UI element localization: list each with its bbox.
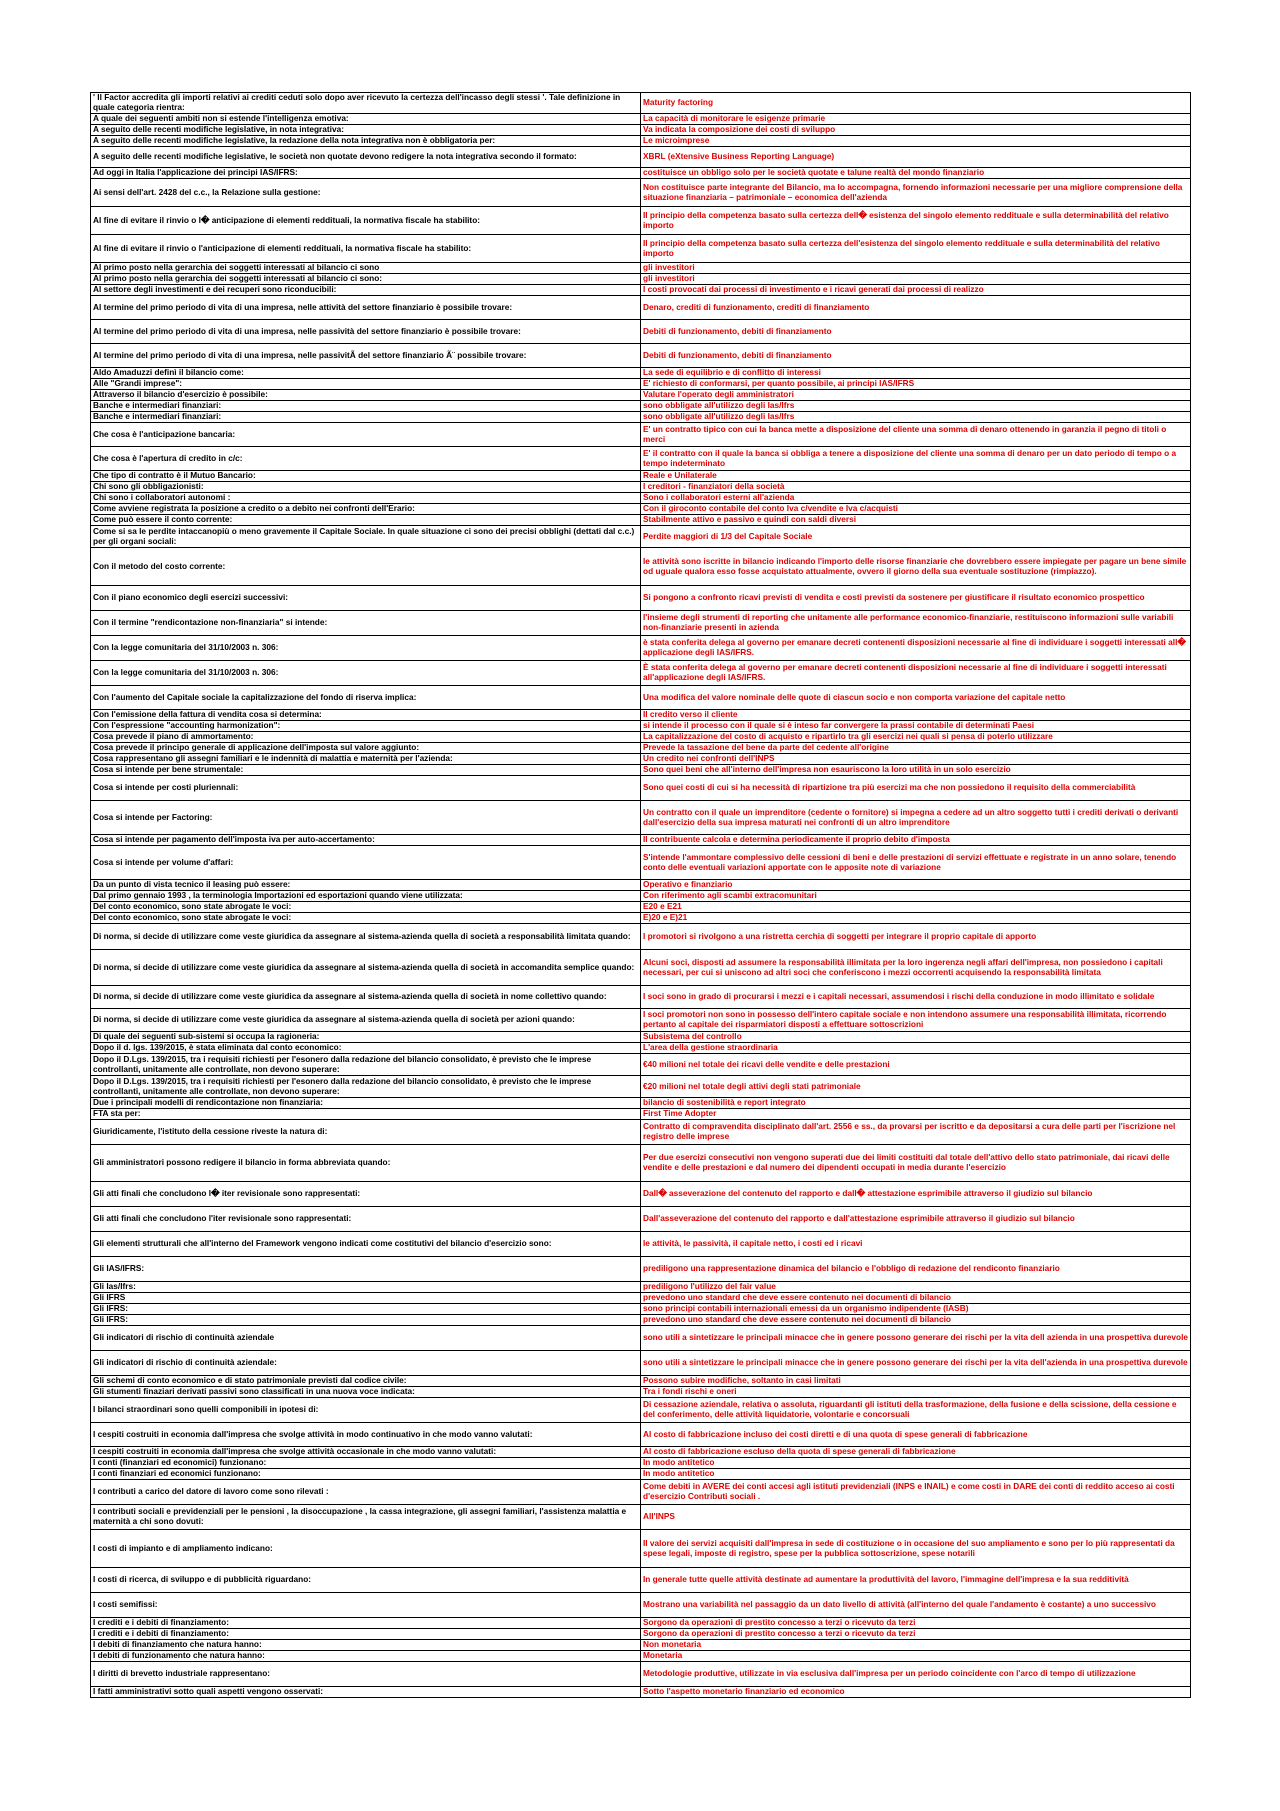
table-row bbox=[91, 179, 1191, 207]
table-row bbox=[91, 1257, 1191, 1282]
answer-cell: Possono subire modifiche, soltanto in casi limitati bbox=[641, 1376, 1191, 1387]
table-row bbox=[91, 168, 1191, 179]
answer-cell: Perdite maggiori di 1/3 del Capitale Sociale bbox=[641, 526, 1191, 548]
question-cell: Di norma, si decide di utilizzare come veste giuridica da assegnare al sistema-azienda quella di società a responsabilità limitata quando: bbox=[91, 924, 641, 950]
answer-cell: Come debiti in AVERE dei conti accesi agli istituti previdenziali (INPS e INAIL) e come costi in DARE dei conti di reddito acceso ai costi d'esercizio Contributi sociali . bbox=[641, 1480, 1191, 1505]
table-row bbox=[91, 482, 1191, 493]
table-row bbox=[91, 526, 1191, 548]
question-cell: Dal primo gennaio 1993 , la terminologia Importazioni ed esportazioni quando viene utilizzata: bbox=[91, 891, 641, 902]
question-cell: I cespiti costruiti in economia dall'impresa che svolge attività occasionale in che modo vanno valutati: bbox=[91, 1447, 641, 1458]
question-cell: Gli indicatori di rischio di continuità aziendale bbox=[91, 1326, 641, 1351]
answer-cell: Operativo e finanziario bbox=[641, 880, 1191, 891]
question-cell: Banche e intermediari finanziari: bbox=[91, 401, 641, 412]
answer-cell: Non costituisce parte integrante del Bilancio, ma lo accompagna, fornendo informazioni necessarie per una migliore comprensione della situazione finanziaria – patrimoniale – economica dell'azienda bbox=[641, 179, 1191, 207]
answer-cell: costituisce un obbligo solo per le società quotate e talune realtà del mondo finanziario bbox=[641, 168, 1191, 179]
answer-cell: Sotto l'aspetto monetario finanziario ed economico bbox=[641, 1687, 1191, 1698]
answer-cell: Mostrano una variabilità nel passaggio da un dato livello di attività (all'interno del quale l'andamento è costante) a uno successivo bbox=[641, 1593, 1191, 1618]
table-row bbox=[91, 1458, 1191, 1469]
question-cell: I debiti di funzionamento che natura hanno: bbox=[91, 1651, 641, 1662]
table-row bbox=[91, 379, 1191, 390]
question-cell: Al termine del primo periodo di vita di una impresa, nelle passivitÃ del settore finanziario Ã¨ possibile trovare: bbox=[91, 344, 641, 368]
answer-cell: Debiti di funzionamento, debiti di finanziamento bbox=[641, 344, 1191, 368]
question-cell: Come si sa le perdite intaccanopiù o meno gravemente il Capitale Sociale. In quale situazione ci sono dei precisi obblighi (dettati dal c.c.) per gli organi sociali: bbox=[91, 526, 641, 548]
answer-cell: E)20 e E)21 bbox=[641, 913, 1191, 924]
table-row bbox=[91, 471, 1191, 482]
question-cell: I costi di impianto e di ampliamento indicano: bbox=[91, 1530, 641, 1568]
table-row bbox=[91, 235, 1191, 263]
answer-cell: First Time Adopter bbox=[641, 1109, 1191, 1120]
answer-cell: Il valore dei servizi acquisiti dall'impresa in sede di costituzione o in occasione del suo ampliamento e sono per lo più rappresentati da spese legali, imposte di registro, spese per la pubblica sottoscrizione, spese notarili bbox=[641, 1530, 1191, 1568]
table-row bbox=[91, 1032, 1191, 1043]
table-row bbox=[91, 801, 1191, 835]
question-cell: Che cosa è l'apertura di credito in c/c: bbox=[91, 447, 641, 471]
question-cell: Di quale dei seguenti sub-sistemi si occupa la ragioneria: bbox=[91, 1032, 641, 1043]
table-row bbox=[91, 1207, 1191, 1232]
question-cell: A quale dei seguenti ambiti non si estende l'intelligenza emotiva: bbox=[91, 114, 641, 125]
answer-cell: L'area della gestione straordinaria bbox=[641, 1043, 1191, 1054]
table-row bbox=[91, 986, 1191, 1009]
question-cell: Gli amministratori possono redigere il bilancio in forma abbreviata quando: bbox=[91, 1145, 641, 1182]
answer-cell: I soci promotori non sono in possesso dell'intero capitale sociale e non intendono assumere una responsabilità illimitata, ricorrendo pertanto al capitale dei risparmiatori disposti a effettuare sottoscrizioni bbox=[641, 1009, 1191, 1032]
table-row bbox=[91, 732, 1191, 743]
table-row bbox=[91, 1182, 1191, 1207]
answer-cell: Prevede la tassazione del bene da parte del cedente all'origine bbox=[641, 743, 1191, 754]
answer-cell: prevedono uno standard che deve essere contenuto nei documenti di bilancio bbox=[641, 1315, 1191, 1326]
answer-cell: È stata conferita delega al governo per emanare decreti contenenti disposizioni necessarie al fine di individuare i soggetti interessati all'applicazione degli IAS/IFRS. bbox=[641, 661, 1191, 686]
answer-cell: sono obbligate all'utilizzo degli Ias/Ifrs bbox=[641, 412, 1191, 423]
answer-cell: Sorgono da operazioni di prestito concesso a terzi o ricevuto da terzi bbox=[641, 1618, 1191, 1629]
table-row bbox=[91, 285, 1191, 296]
answer-cell: Il principio della competenza basato sulla certezza dell� esistenza del singolo elemento reddituale e sulla determinabilità del relativo importo bbox=[641, 207, 1191, 235]
table-row bbox=[91, 493, 1191, 504]
question-cell: A seguito delle recenti modifiche legislative, in nota integrativa: bbox=[91, 125, 641, 136]
question-cell: Aldo Amaduzzi definì il bilancio come: bbox=[91, 368, 641, 379]
table-row bbox=[91, 1687, 1191, 1698]
question-cell: Con il piano economico degli esercizi successivi: bbox=[91, 586, 641, 611]
table-row bbox=[91, 1662, 1191, 1687]
question-cell: Con la legge comunitaria del 31/10/2003 n. 306: bbox=[91, 661, 641, 686]
question-cell: I diritti di brevetto industriale rappresentano: bbox=[91, 1662, 641, 1687]
table-row bbox=[91, 1351, 1191, 1376]
answer-cell: In generale tutte quelle attività destinate ad aumentare la produttività del lavoro, l'immagine dell'impresa e la sua redditività bbox=[641, 1568, 1191, 1593]
answer-cell: Metodologie produttive, utilizzate in via esclusiva dall'impresa per un periodo coincidente con l'arco di tempo di utilizzazione bbox=[641, 1662, 1191, 1687]
question-cell: FTA sta per: bbox=[91, 1109, 641, 1120]
table-row bbox=[91, 390, 1191, 401]
question-cell: A seguito delle recenti modifiche legislative, la redazione della nota integrativa non è obbligatoria per: bbox=[91, 136, 641, 147]
qa-table bbox=[90, 92, 1191, 1698]
answer-cell: Dall� asseverazione del contenuto del rapporto e dall� attestazione esprimibile attraverso il giudizio sul bilancio bbox=[641, 1182, 1191, 1207]
question-cell: I debiti di finanziamento che natura hanno: bbox=[91, 1640, 641, 1651]
question-cell: Gli atti finali che concludono l'iter revisionale sono rappresentati: bbox=[91, 1207, 641, 1232]
question-cell: Al termine del primo periodo di vita di una impresa, nelle passività del settore finanziario è possibile trovare: bbox=[91, 320, 641, 344]
question-cell: Cosa prevede il piano di ammortamento: bbox=[91, 732, 641, 743]
answer-cell: Una modifica del valore nominale delle quote di ciascun socio e non comporta variazione del capitale netto bbox=[641, 686, 1191, 710]
question-cell: Al primo posto nella gerarchia dei soggetti interessati al bilancio ci sono: bbox=[91, 274, 641, 285]
answer-cell: Le microimprese bbox=[641, 136, 1191, 147]
table-row bbox=[91, 1315, 1191, 1326]
table-row bbox=[91, 1593, 1191, 1618]
question-cell: Da un punto di vista tecnico il leasing può essere: bbox=[91, 880, 641, 891]
question-cell: Gli IFRS: bbox=[91, 1304, 641, 1315]
table-row bbox=[91, 1376, 1191, 1387]
table-row bbox=[91, 1640, 1191, 1651]
table-row bbox=[91, 1530, 1191, 1568]
question-cell: Gli IAS/IFRS: bbox=[91, 1257, 641, 1282]
table-row bbox=[91, 686, 1191, 710]
table-row bbox=[91, 636, 1191, 661]
table-row bbox=[91, 1304, 1191, 1315]
question-cell: I costi semifissi: bbox=[91, 1593, 641, 1618]
question-cell: Gli IFRS bbox=[91, 1293, 641, 1304]
answer-cell: E' il contratto con il quale la banca si obbliga a tenere a disposizione del cliente una somma di denaro per un dato periodo di tempo o a tempo indeterminato bbox=[641, 447, 1191, 471]
table-row bbox=[91, 1423, 1191, 1447]
table-row bbox=[91, 1398, 1191, 1423]
answer-cell: In modo antitetico bbox=[641, 1469, 1191, 1480]
answer-cell: si intende il processo con il quale si è inteso far convergere la prassi contabile di determinati Paesi bbox=[641, 721, 1191, 732]
question-cell: Attraverso il bilancio d'esercizio è possibile: bbox=[91, 390, 641, 401]
question-cell: Cosa si intende per bene strumentale: bbox=[91, 765, 641, 776]
answer-cell: Stabilmente attivo e passivo e quindi con saldi diversi bbox=[641, 515, 1191, 526]
question-cell: I contributi sociali e previdenziali per le pensioni , la disoccupazione , la cassa integrazione, gli assegni familiari, l'assistenza malattia e maternità a chi sono dovuti: bbox=[91, 1505, 641, 1530]
table-row bbox=[91, 950, 1191, 986]
question-cell: Con la legge comunitaria del 31/10/2003 n. 306: bbox=[91, 636, 641, 661]
answer-cell: le attività sono iscritte in bilancio indicando l'importo delle risorse finanziarie che dovrebbero essere impiegate per pagare un bene simile od uguale qualora esso fosse acquistato attualmente, ovvero il giorno della sua eventuale sostituzione (rimpiazzo). bbox=[641, 548, 1191, 586]
table-row bbox=[91, 710, 1191, 721]
table-row bbox=[91, 880, 1191, 891]
table-row bbox=[91, 776, 1191, 801]
table-row bbox=[91, 1076, 1191, 1098]
question-cell: Gli IFRS: bbox=[91, 1315, 641, 1326]
question-cell: Dopo il D.Lgs. 139/2015, tra i requisiti richiesti per l'esonero dalla redazione del bilancio consolidato, è previsto che le imprese controllanti, unitamente alle controllate, non devono superare: bbox=[91, 1054, 641, 1076]
answer-cell: Un contratto con il quale un imprenditore (cedente o fornitore) si impegna a cedere ad un altro soggetto tutti i crediti derivati o derivanti dall'esercizio della sua impresa maturati nei confronti di un altro imprenditore bbox=[641, 801, 1191, 835]
answer-cell: Monetaria bbox=[641, 1651, 1191, 1662]
table-row bbox=[91, 661, 1191, 686]
question-cell: I conti finanziari ed economici funzionano: bbox=[91, 1469, 641, 1480]
answer-cell: E' richiesto di conformarsi, per quanto possibile, ai principi IAS/IFRS bbox=[641, 379, 1191, 390]
table-row bbox=[91, 1568, 1191, 1593]
table-row bbox=[91, 1282, 1191, 1293]
question-cell: I fatti amministrativi sotto quali aspetti vengono osservati: bbox=[91, 1687, 641, 1698]
table-row bbox=[91, 1469, 1191, 1480]
answer-cell: Subsistema del controllo bbox=[641, 1032, 1191, 1043]
question-cell: I contributi a carico del datore di lavoro come sono rilevati : bbox=[91, 1480, 641, 1505]
table-row bbox=[91, 1505, 1191, 1530]
table-row bbox=[91, 1145, 1191, 1182]
question-cell: Al primo posto nella gerarchia dei soggetti interessati al bilancio ci sono bbox=[91, 263, 641, 274]
question-cell: Gli schemi di conto economico e di stato patrimoniale previsti dal codice civile: bbox=[91, 1376, 641, 1387]
answer-cell: Per due esercizi consecutivi non vengono superati due dei limiti costituiti dal totale dell'attivo dello stato patrimoniale, dai ricavi delle vendite e delle prestazioni e dal numero dei dipendenti occupati in media durante l'esercizio bbox=[641, 1145, 1191, 1182]
question-cell: Ad oggi in Italia l'applicazione dei principi IAS/IFRS: bbox=[91, 168, 641, 179]
answer-cell: prevedono uno standard che deve essere contenuto nei documenti di bilancio bbox=[641, 1293, 1191, 1304]
table-row bbox=[91, 1480, 1191, 1505]
question-cell: Con il metodo del costo corrente: bbox=[91, 548, 641, 586]
question-cell: Dopo il D.Lgs. 139/2015, tra i requisiti richiesti per l'esonero dalla redazione del bilancio consolidato, è previsto che le imprese controllanti, unitamente alle controllate, non devono superare: bbox=[91, 1076, 641, 1098]
table-row bbox=[91, 368, 1191, 379]
table-row bbox=[91, 136, 1191, 147]
table-row bbox=[91, 515, 1191, 526]
question-cell: Alle "Grandi imprese": bbox=[91, 379, 641, 390]
question-cell: Al termine del primo periodo di vita di una impresa, nelle attività del settore finanziario è possibile trovare: bbox=[91, 296, 641, 320]
answer-cell: le attività, le passività, il capitale netto, i costi ed i ricavi bbox=[641, 1232, 1191, 1257]
question-cell: Al fine di evitare il rinvio o l� anticipazione di elementi reddituali, la normativa fiscale ha stabilito: bbox=[91, 207, 641, 235]
table-row bbox=[91, 548, 1191, 586]
question-cell: Che tipo di contratto è il Mutuo Bancario: bbox=[91, 471, 641, 482]
table-row bbox=[91, 1054, 1191, 1076]
answer-cell: Dall'asseverazione del contenuto del rapporto e dall'attestazione esprimibile attraverso il giudizio sul bilancio bbox=[641, 1207, 1191, 1232]
table-row bbox=[91, 1120, 1191, 1145]
question-cell: I costi di ricerca, di sviluppo e di pubblicità riguardano: bbox=[91, 1568, 641, 1593]
answer-cell: Sono quei beni che all'interno dell'impresa non esauriscono la loro utilità in un solo esercizio bbox=[641, 765, 1191, 776]
answer-cell: Sono quei costi di cui si ha necessità di ripartizione tra più esercizi ma che non possiedono il requisito della commerciabilità bbox=[641, 776, 1191, 801]
qa-table-body bbox=[91, 93, 1191, 1698]
question-cell: Due i principali modelli di rendicontazione non finanziaria: bbox=[91, 1098, 641, 1109]
question-cell: Che cosa è l'anticipazione bancaria: bbox=[91, 423, 641, 447]
answer-cell: In modo antitetico bbox=[641, 1458, 1191, 1469]
table-row bbox=[91, 1232, 1191, 1257]
table-row bbox=[91, 1098, 1191, 1109]
table-row bbox=[91, 1109, 1191, 1120]
answer-cell: XBRL (eXtensive Business Reporting Language) bbox=[641, 147, 1191, 168]
answer-cell: bilancio di sostenibilità e report integrato bbox=[641, 1098, 1191, 1109]
answer-cell: Con riferimento agli scambi extracomunitari bbox=[641, 891, 1191, 902]
answer-cell: sono obbligate all'utilizzo degli Ias/Ifrs bbox=[641, 401, 1191, 412]
table-row bbox=[91, 207, 1191, 235]
answer-cell: prediligono una rappresentazione dinamica del bilancio e l'obbligo di redazione del rendiconto finanziario bbox=[641, 1257, 1191, 1282]
answer-cell: Il credito verso il cliente bbox=[641, 710, 1191, 721]
table-row bbox=[91, 504, 1191, 515]
answer-cell: Maturity factoring bbox=[641, 93, 1191, 114]
question-cell: Di norma, si decide di utilizzare come veste giuridica da assegnare al sistema-azienda quella di società in accomandita semplice quando: bbox=[91, 950, 641, 986]
answer-cell: gli investitori bbox=[641, 274, 1191, 285]
table-row bbox=[91, 1651, 1191, 1662]
question-cell: Gli stumenti finaziari derivati passivi sono classificati in una nuova voce indicata: bbox=[91, 1387, 641, 1398]
question-cell: Con l'espressione "accounting harmonization": bbox=[91, 721, 641, 732]
question-cell: Del conto economico, sono state abrogate le voci: bbox=[91, 902, 641, 913]
question-cell: I crediti e i debiti di finanziamento: bbox=[91, 1618, 641, 1629]
question-cell: I bilanci straordinari sono quelli componibili in ipotesi di: bbox=[91, 1398, 641, 1423]
answer-cell: €20 milioni nel totale degli attivi degli stati patrimoniale bbox=[641, 1076, 1191, 1098]
answer-cell: è stata conferita delega al governo per emanare decreti contenenti disposizioni necessarie al fine di individuare i soggetti interessati all� applicazione degli IAS/IFRS. bbox=[641, 636, 1191, 661]
table-row bbox=[91, 846, 1191, 880]
question-cell: I cespiti costruiti in economia dall'impresa che svolge attività in modo continuativo in che modo vanno valutati: bbox=[91, 1423, 641, 1447]
table-row bbox=[91, 423, 1191, 447]
table-row bbox=[91, 765, 1191, 776]
table-row bbox=[91, 586, 1191, 611]
table-row bbox=[91, 1326, 1191, 1351]
table-row bbox=[91, 924, 1191, 950]
answer-cell: Non monetaria bbox=[641, 1640, 1191, 1651]
table-row bbox=[91, 1629, 1191, 1640]
table-row bbox=[91, 913, 1191, 924]
table-row bbox=[91, 1293, 1191, 1304]
question-cell: Cosa si intende per costi pluriennali: bbox=[91, 776, 641, 801]
answer-cell: sono utili a sintetizzare le principali minacce che in genere possono generare dei rischi per la vita dell azienda in una prospettiva durevole bbox=[641, 1326, 1191, 1351]
table-row bbox=[91, 1447, 1191, 1458]
answer-cell: S'intende l'ammontare complessivo delle cessioni di beni e delle prestazioni di servizi effettuate e registrate in un anno solare, tenendo conto delle eventuali variazioni apportate con le apposite note di variazione bbox=[641, 846, 1191, 880]
table-row bbox=[91, 93, 1191, 114]
question-cell: Gli atti finali che concludono l� iter revisionale sono rappresentati: bbox=[91, 1182, 641, 1207]
answer-cell: I soci sono in grado di procurarsi i mezzi e i capitali necessari, assumendosi i rischi della conduzione in modo illimitato e solidale bbox=[641, 986, 1191, 1009]
question-cell: Con il termine "rendicontazione non-finanziaria" si intende: bbox=[91, 611, 641, 636]
table-row bbox=[91, 1009, 1191, 1032]
answer-cell: Al costo di fabbricazione escluso della quota di spese generali di fabbricazione bbox=[641, 1447, 1191, 1458]
answer-cell: Sono i collaboratori esterni all'azienda bbox=[641, 493, 1191, 504]
answer-cell: Un credito nei confronti dell'INPS bbox=[641, 754, 1191, 765]
answer-cell: I promotori si rivolgono a una ristretta cerchia di soggetti per integrare il proprio capitale di apporto bbox=[641, 924, 1191, 950]
answer-cell: Alcuni soci, disposti ad assumere la responsabilità illimitata per la loro ingerenza negli affari dell'impresa, non possiedono i capitali necessari, per cui si uniscono ad altri soci che conferiscono i mezzi occorrenti acquisendo la responsabilità limitata bbox=[641, 950, 1191, 986]
question-cell: Con l'aumento del Capitale sociale la capitalizzazione del fondo di riserva implica: bbox=[91, 686, 641, 710]
table-row bbox=[91, 611, 1191, 636]
answer-cell: Tra i fondi rischi e oneri bbox=[641, 1387, 1191, 1398]
question-cell: Cosa si intende per Factoring: bbox=[91, 801, 641, 835]
question-cell: Cosa si intende per volume d'affari: bbox=[91, 846, 641, 880]
question-cell: Chi sono gli obbligazionisti: bbox=[91, 482, 641, 493]
answer-cell: Il contribuente calcola e determina periodicamente il proprio debito d'imposta bbox=[641, 835, 1191, 846]
table-row bbox=[91, 1043, 1191, 1054]
table-row bbox=[91, 891, 1191, 902]
question-cell: Come può essere il conto corrente: bbox=[91, 515, 641, 526]
answer-cell: La capitalizzazione del costo di acquisto e ripartirlo tra gli esercizi nei quali si pensa di poterlo utilizzare bbox=[641, 732, 1191, 743]
answer-cell: Va indicata la composizione dei costi di sviluppo bbox=[641, 125, 1191, 136]
answer-cell: Con il giroconto contabile del conto Iva c/vendite e Iva c/acquisti bbox=[641, 504, 1191, 515]
question-cell: A seguito delle recenti modifiche legislative, le società non quotate devono redigere la nota integrativa secondo il formato: bbox=[91, 147, 641, 168]
question-cell: Ai sensi dell'art. 2428 del c.c., la Relazione sulla gestione: bbox=[91, 179, 641, 207]
answer-cell: La capacità di monitorare le esigenze primarie bbox=[641, 114, 1191, 125]
question-cell: Giuridicamente, l'istituto della cessione riveste la natura di: bbox=[91, 1120, 641, 1145]
question-cell: ' Il Factor accredita gli importi relativi ai crediti ceduti solo dopo aver ricevuto la certezza dell'incasso degli stessi '. Tale definizione in quale categoria rientra: bbox=[91, 93, 641, 114]
question-cell: Al settore degli investimenti e dei recuperi sono riconducibili: bbox=[91, 285, 641, 296]
table-row bbox=[91, 412, 1191, 423]
question-cell: I conti (finanziari ed economici) funzionano: bbox=[91, 1458, 641, 1469]
table-row bbox=[91, 344, 1191, 368]
answer-cell: Il principio della competenza basato sulla certezza dell'esistenza del singolo elemento reddituale e sulla determinabilità del relativo importo bbox=[641, 235, 1191, 263]
answer-cell: La sede di equilibrio e di conflitto di interessi bbox=[641, 368, 1191, 379]
table-row bbox=[91, 263, 1191, 274]
answer-cell: Reale e Unilaterale bbox=[641, 471, 1191, 482]
table-row bbox=[91, 125, 1191, 136]
question-cell: Banche e intermediari finanziari: bbox=[91, 412, 641, 423]
answer-cell: Di cessazione aziendale, relativa o assoluta, riguardanti gli istituti della trasformazione, della fusione e della scissione, della cessione e del conferimento, delle attività liquidatorie, volontarie e concorsuali bbox=[641, 1398, 1191, 1423]
table-row bbox=[91, 721, 1191, 732]
answer-cell: Al costo di fabbricazione incluso dei costi diretti e di una quota di spese generali di fabbricazione bbox=[641, 1423, 1191, 1447]
answer-cell: Contratto di compravendita disciplinato dall'art. 2556 e ss., da provarsi per iscritto e da depositarsi a cura delle parti per l'iscrizione nel registro delle imprese bbox=[641, 1120, 1191, 1145]
answer-cell: l'insieme degli strumenti di reporting che unitamente alle performance economico-finanziarie, restituiscono informazioni sulle variabili non-finanziarie presenti in azienda bbox=[641, 611, 1191, 636]
question-cell: Cosa rappresentano gli assegni familiari e le indennità di malattia e maternità per l'azienda: bbox=[91, 754, 641, 765]
question-cell: Chi sono i collaboratori autonomi : bbox=[91, 493, 641, 504]
table-row bbox=[91, 147, 1191, 168]
question-cell: Dopo il d. lgs. 139/2015, è stata eliminata dal conto economico: bbox=[91, 1043, 641, 1054]
question-cell: Come avviene registrata la posizione a credito o a debito nei confronti dell'Erario: bbox=[91, 504, 641, 515]
table-row bbox=[91, 320, 1191, 344]
answer-cell: I costi provocati dai processi di investimento e i ricavi generati dai processi di realizzo bbox=[641, 285, 1191, 296]
answer-cell: E20 e E21 bbox=[641, 902, 1191, 913]
answer-cell: Denaro, crediti di funzionamento, crediti di finanziamento bbox=[641, 296, 1191, 320]
table-row bbox=[91, 835, 1191, 846]
question-cell: I crediti e i debiti di finanziamento: bbox=[91, 1629, 641, 1640]
table-row bbox=[91, 114, 1191, 125]
answer-cell: gli investitori bbox=[641, 263, 1191, 274]
question-cell: Di norma, si decide di utilizzare come veste giuridica da assegnare al sistema-azienda quella di società per azioni quando: bbox=[91, 1009, 641, 1032]
answer-cell: sono principi contabili internazionali emessi da un organismo indipendente (IASB) bbox=[641, 1304, 1191, 1315]
question-cell: Gli indicatori di rischio di continuità aziendale: bbox=[91, 1351, 641, 1376]
question-cell: Di norma, si decide di utilizzare come veste giuridica da assegnare al sistema-azienda quella di società in nome collettivo quando: bbox=[91, 986, 641, 1009]
table-row bbox=[91, 1387, 1191, 1398]
answer-cell: Valutare l'operato degli amministratori bbox=[641, 390, 1191, 401]
answer-cell: sono utili a sintetizzare le principali minacce che in genere possono generare dei rischi per la vita dell'azienda in una prospettiva durevole bbox=[641, 1351, 1191, 1376]
answer-cell: E' un contratto tipico con cui la banca mette a disposizione del cliente una somma di denaro ottenendo in garanzia il pegno di titoli o merci bbox=[641, 423, 1191, 447]
answer-cell: €40 milioni nel totale dei ricavi delle vendite e delle prestazioni bbox=[641, 1054, 1191, 1076]
table-row bbox=[91, 296, 1191, 320]
table-row bbox=[91, 902, 1191, 913]
answer-cell: All'INPS bbox=[641, 1505, 1191, 1530]
question-cell: Gli elementi strutturali che all'interno del Framework vengono indicati come costitutivi del bilancio d'esercizio sono: bbox=[91, 1232, 641, 1257]
table-row bbox=[91, 401, 1191, 412]
answer-cell: prediligono l'utilizzo del fair value bbox=[641, 1282, 1191, 1293]
question-cell: Con l'emissione della fattura di vendita cosa si determina: bbox=[91, 710, 641, 721]
question-cell: Al fine di evitare il rinvio o l'anticipazione di elementi reddituali, la normativa fiscale ha stabilito: bbox=[91, 235, 641, 263]
answer-cell: I creditori - finanziatori della società bbox=[641, 482, 1191, 493]
question-cell: Cosa prevede il principo generale di applicazione dell'imposta sul valore aggiunto: bbox=[91, 743, 641, 754]
table-row bbox=[91, 754, 1191, 765]
table-row bbox=[91, 743, 1191, 754]
question-cell: Del conto economico, sono state abrogate le voci: bbox=[91, 913, 641, 924]
question-cell: Gli Ias/Ifrs: bbox=[91, 1282, 641, 1293]
table-row bbox=[91, 1618, 1191, 1629]
answer-cell: Sorgono da operazioni di prestito concesso a terzi o ricevuto da terzi bbox=[641, 1629, 1191, 1640]
table-row bbox=[91, 447, 1191, 471]
answer-cell: Debiti di funzionamento, debiti di finanziamento bbox=[641, 320, 1191, 344]
table-row bbox=[91, 274, 1191, 285]
question-cell: Cosa si intende per pagamento dell'imposta iva per auto-accertamento: bbox=[91, 835, 641, 846]
answer-cell: Si pongono a confronto ricavi previsti di vendita e costi previsti da sostenere per giustificare il risultato economico prospettico bbox=[641, 586, 1191, 611]
